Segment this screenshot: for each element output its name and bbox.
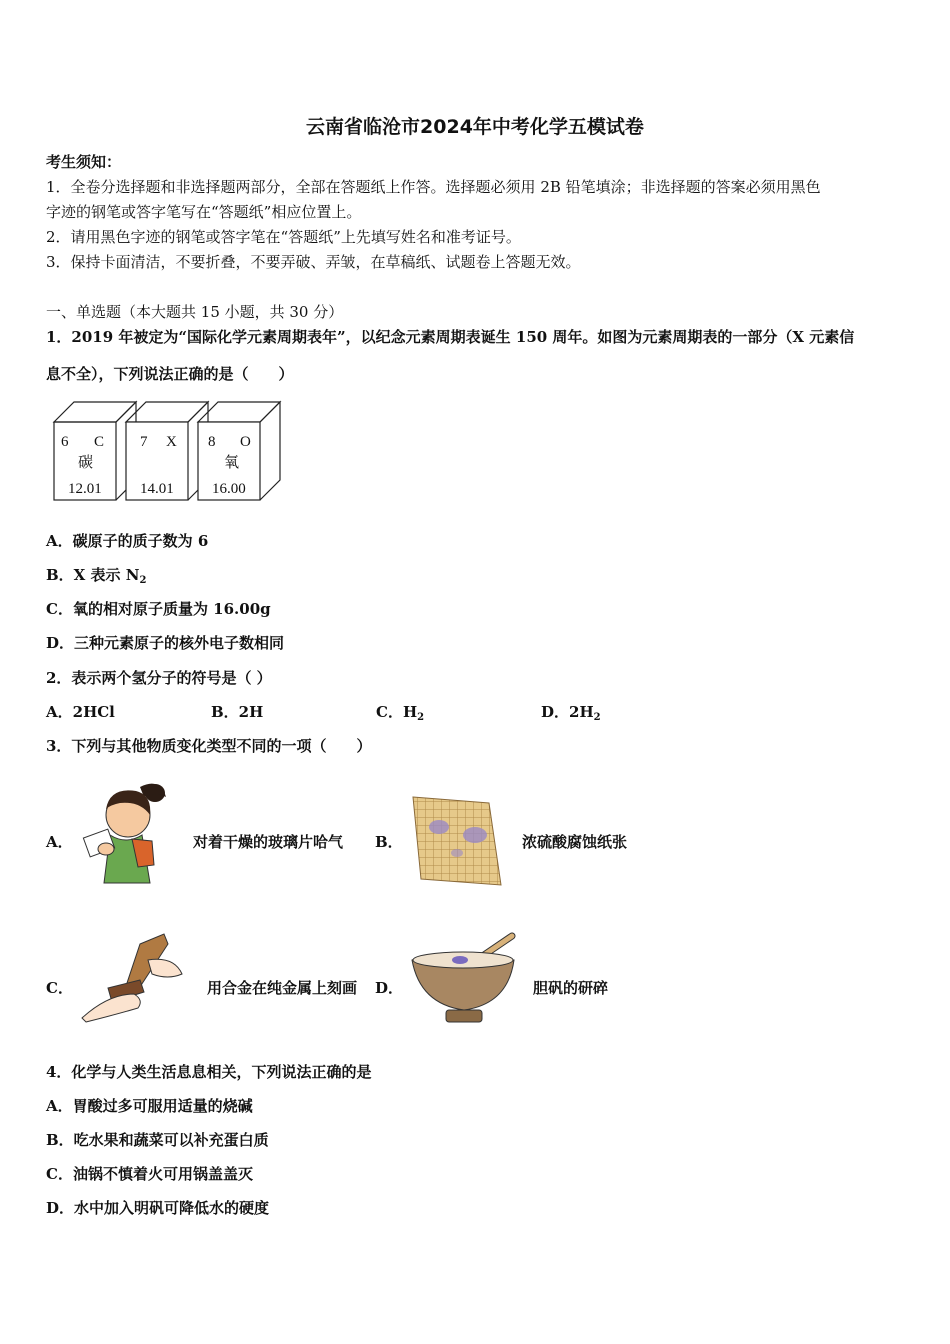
girl-breathing-illustration [80,775,170,887]
q2-option-a [46,702,115,722]
q2-option-d-text: D．2H [541,703,594,721]
q3-option-c-text: 用合金在纯金属上刻画 [207,979,358,997]
q2-option-c-text: C．H [376,703,418,721]
element-number: 6 [61,434,69,450]
q4-option-a: A．胃酸过多可服用适量的烧碱 [46,1097,253,1115]
question-1-stem: 1．2019 年被定为“国际化学元素周期表年”，以纪念元素周期表诞生 150 周年。如图为元素周期表的一部分（X 元素信 [46,328,855,346]
q1-option-d: D．三种元素原子的核外电子数相同 [46,634,285,652]
corroded-paper-illustration [409,793,505,889]
q3-option-a-text: 对着干燥的玻璃片哈气 [193,833,344,851]
q1-option-a: A．碳原子的质子数为 6 [46,532,209,550]
subscript: 2 [417,712,425,723]
question-1-stem-cont: 息不全），下列说法正确的是（ ） [46,365,294,383]
element-symbol: C [94,434,105,450]
question-3-stem: 3．下列与其他物质变化类型不同的一项（ ） [46,737,372,755]
notice-item: 字迹的钢笔或答字笔写在“答题纸”相应位置上。 [46,203,362,221]
q3-option-d-text: 胆矾的研碎 [533,979,609,997]
mortar-pestle-illustration [408,930,518,1026]
q3-option-c-label: C． [46,979,73,997]
q1-option-b-text: B．X 表示 N [46,566,140,584]
notice-item: 2．请用黑色字迹的钢笔或答字笔在“答题纸”上先填写姓名和准考证号。 [46,228,521,246]
q1-option-c: C．氧的相对原子质量为 16.00g [46,600,271,618]
notice-item: 3．保持卡面清洁，不要折叠，不要弄破、弄皱，在草稿纸、试题卷上答题无效。 [46,253,581,271]
element-symbol: X [166,434,177,450]
question-2-stem: 2．表示两个氢分子的符号是（ ） [46,669,272,687]
element-number: 7 [140,434,148,450]
q2-option-a-text: A．2HCl [46,703,115,721]
element-name: 氧 [224,455,240,471]
q2-option-d [541,702,601,728]
element-mass: 14.01 [140,481,174,497]
q4-option-d: D．水中加入明矾可降低水的硬度 [46,1199,270,1217]
subscript: 2 [593,712,601,723]
q1-option-b [46,565,146,591]
q3-option-b-text: 浓硫酸腐蚀纸张 [522,833,628,851]
q4-option-c: C．油锅不慎着火可用锅盖盖灭 [46,1165,253,1183]
q3-option-a-label: A． [46,833,73,851]
q4-option-b: B．吃水果和蔬菜可以补充蛋白质 [46,1131,269,1149]
periodic-table-figure [52,400,286,504]
element-mass: 16.00 [212,481,246,497]
q3-option-b-label: B． [375,833,403,851]
notice-item: 1．全卷分选择题和非选择题两部分，全部在答题纸上作答。选择题必须用 2B 铅笔填涂；非选择题的答案必须用黑色 [46,178,821,196]
element-name: 碳 [78,455,94,471]
element-symbol: O [240,434,251,450]
q2-option-b-text: B．2H [211,703,264,721]
page-title: 云南省临沧市2024年中考化学五模试卷 [306,116,644,138]
element-mass: 12.01 [68,481,102,497]
subscript: 2 [139,575,147,586]
q2-option-c [376,702,424,728]
notice-heading: 考生须知： [46,153,122,171]
q3-option-d-label: D． [375,979,404,997]
element-number: 8 [208,434,216,450]
metal-scratch-illustration [78,930,184,1024]
q2-option-b [211,702,263,722]
section-heading: 一、单选题（本大题共 15 小题，共 30 分） [46,303,344,321]
question-4-stem: 4．化学与人类生活息息相关，下列说法正确的是 [46,1063,372,1081]
